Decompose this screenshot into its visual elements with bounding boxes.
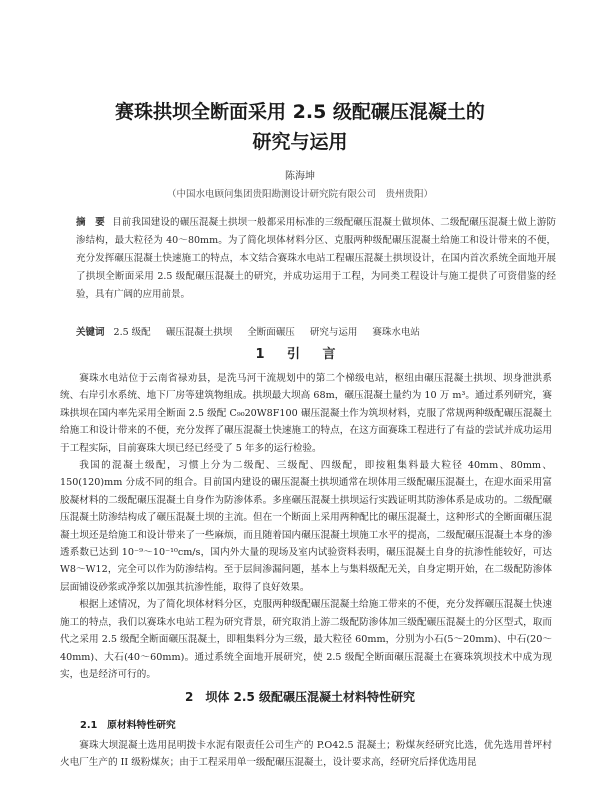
section-1-body — [60, 370, 552, 683]
abstract-label: 摘 要 — [76, 217, 105, 228]
paper-title-line2: 研究与运用 — [252, 131, 348, 153]
keyword: 2.5 级配 — [113, 327, 151, 338]
abstract-text: 目前我国建设的碾压混凝土拱坝一般都采用标准的三级配碾压混凝土做坝体、二级配碾压混凝土做上游防渗结构，最大粒径为 40～80mm。为了简化坝体材料分区、克服两种级配碾压混凝土给施工和设计带来的不便，充分发挥碾压混凝土快速施工的特点，本文结合赛珠水电站工程碾压混凝土拱坝设计，在国内首次系统全面地开展了拱坝全断面采用 2.5 级配碾压混凝土的研究，并成功运用于工程，为同类工程设计与施工提供了可资借鉴的经验，具有广阔的应用前景。 — [76, 217, 556, 300]
author-affiliation: （中国水电顾问集团贵阳勘测设计研究院有限公司 贵州贵阳） — [166, 189, 433, 200]
subsection-2-1-heading: 2.1 原材料特性研究 — [80, 720, 176, 731]
paragraph: 赛珠水电站位于云南省禄劝县，是洗马河干流规划中的第二个梯级电站，枢纽由碾压混凝土拱坝、坝身泄洪系统、右岸引水系统、地下厂房等建筑物组成。拱坝最大坝高 68m，碾压混凝土量约为 10 万 m³。通过系列研究，赛珠拱坝在国内率先采用全断面 2.5 级配 C₉₀20W8F100 碾压混凝土作为筑坝材料，克服了常规两种级配碾压混凝土给施工和设计带来的不便，充分发挥了碾压混凝土快速施工的特点，在这方面赛珠工程进行了有益的尝试并成功运用于工程实际，目前赛珠大坝已经已经受了 5 年多的运行检验。 — [60, 373, 552, 454]
paper-title-line1: 赛珠拱坝全断面采用 2.5 级配碾压混凝土的 — [115, 101, 485, 123]
paragraph: 根据上述情况，为了简化坝体材料分区，克服两种级配碾压混凝土给施工带来的不便，充分发挥碾压混凝土快速施工的特点，我们以赛珠水电站工程为研究背景，研究取消上游二级配防渗体加三级配碾压混凝土的分区型式，取而代之采用 2.5 级配全断面碾压混凝土，即粗集料分为三级，最大粒径 60mm，分别为小石(5～20mm)、中石(20～40mm)、大石(40～60mm)。通过系统全面地开展研究，使 2.5 级配全断面碾压混凝土在赛珠筑坝技术中成为现实，也是经济可行的。 — [60, 599, 552, 680]
keyword: 研究与运用 — [309, 327, 358, 338]
keyword: 全断面碾压 — [247, 327, 295, 338]
paragraph: 我国的混凝土级配，习惯上分为二级配、三级配、四级配，即按粗集料最大粒径 40mm、80mm、150(120)mm 分成不同的组合。目前国内建设的碾压混凝土拱坝通常在坝体用三级配碾压混凝土，在迎水面采用富胶凝材料的二级配碾压混凝土自身作为防渗体系。多座碾压混凝土拱坝运行实践证明其防渗体系是成功的。二级配碾压混凝土防渗结构成了碾压混凝土坝的主流。但在一个断面上采用两种配比的碾压混凝土，这种形式的全断面碾压混凝土坝还是给施工和设计带来了一些麻烦，而且随着国内碾压混凝土坝施工水平的提高，二级配碾压混凝土本身的渗透系数已达到 10⁻⁹～10⁻¹⁰cm/s，国内外大量的现场及室内试验资料表明，碾压混凝土自身的抗渗性能较好，可达 W8～W12，完全可以作为防渗结构。至于层间渗漏问题，基本上与集料级配无关，自身定期开始，在二级配防渗体层面铺设砂浆或净浆以加强其抗渗性能，取得了良好效果。 — [60, 460, 552, 593]
keywords — [76, 324, 556, 338]
paragraph: 赛珠大坝混凝土选用昆明拨卡水泥有限责任公司生产的 P.O42.5 混凝土；粉煤灰经研究比选，优先选用普坪村火电厂生产的 II 级粉煤灰；由于工程采用单一级配碾压混凝土，设计要求高，经研究后择优选用昆 — [60, 740, 552, 769]
keyword: 碾压混凝土拱坝 — [165, 327, 233, 338]
abstract — [76, 214, 556, 304]
subsection-2-1-body — [60, 737, 552, 772]
section-2-heading: 2 坝体 2.5 级配碾压混凝土材料特性研究 — [185, 690, 415, 704]
author-name: 陈海坤 — [285, 171, 315, 182]
keyword: 赛珠水电站 — [372, 327, 420, 338]
keywords-label: 关键词 — [76, 327, 105, 338]
section-1-heading: 1 引 言 — [255, 347, 345, 362]
